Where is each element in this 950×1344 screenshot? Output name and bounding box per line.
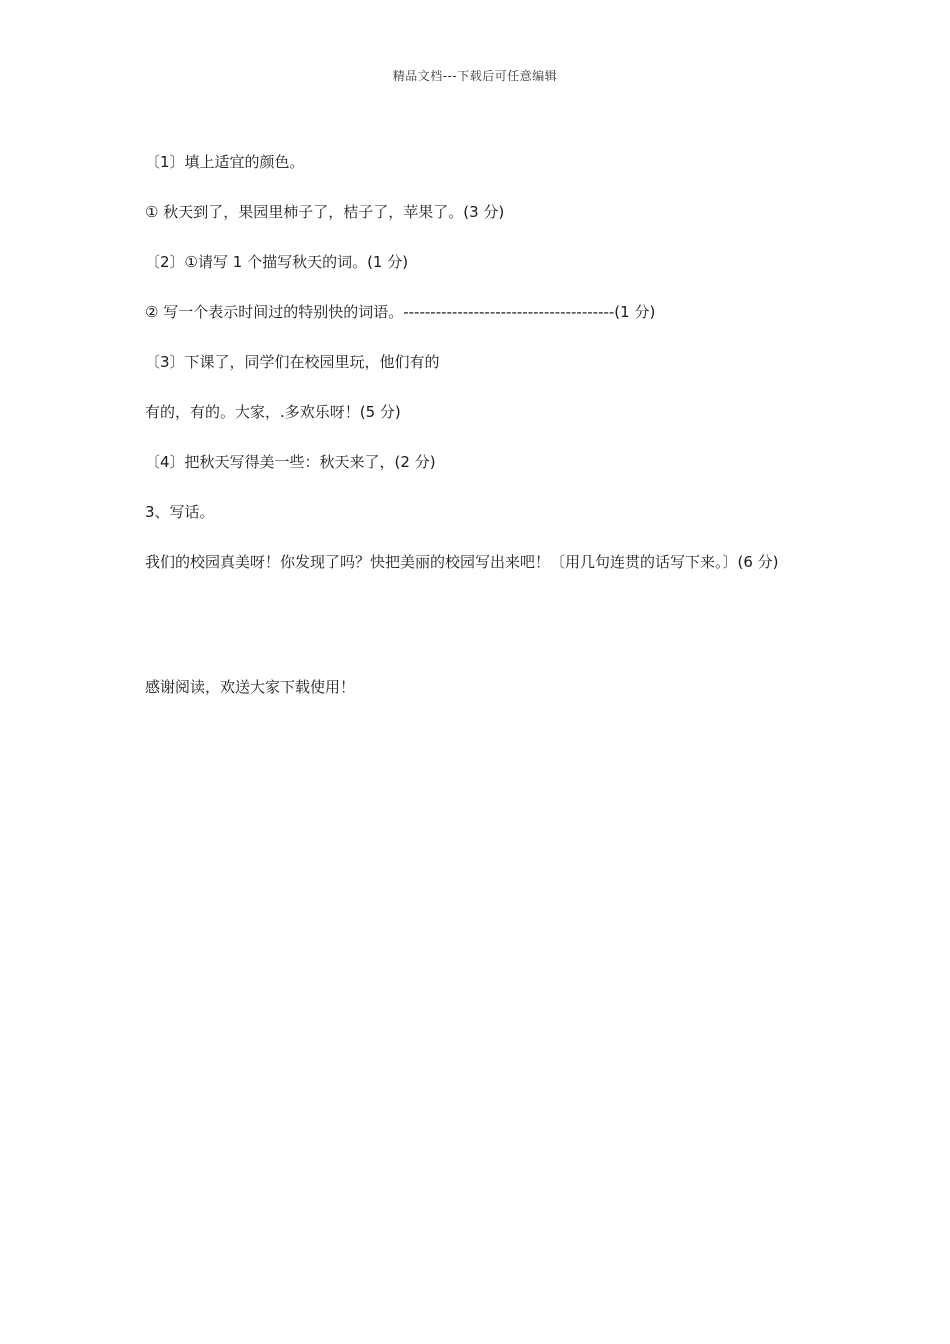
closing-text: 感谢阅读，欢送大家下载使用！	[145, 678, 356, 696]
question-2-item-2: ② 写一个表示时间过的特别快的词语。---------------------------------------(1 分)	[145, 303, 656, 321]
page-header: 精品文档---下载后可任意编辑	[392, 69, 558, 83]
writing-prompt: 我们的校园真美呀！你发现了吗？快把美丽的校园写出来吧！〔用几句连贯的话写下来。〕(6 分)	[145, 553, 779, 571]
question-1-instruction: 〔1〕填上适宜的颜色。	[145, 153, 305, 171]
section-3-heading: 3、写话。	[145, 503, 215, 521]
question-4: 〔4〕把秋天写得美一些：秋天来了，(2 分)	[145, 453, 436, 471]
question-3-line-2: 有的，有的。大家，.多欢乐呀！(5 分)	[145, 403, 401, 421]
question-1-item-1: ① 秋天到了，果园里柿子了，桔子了，苹果了。(3 分)	[145, 203, 505, 221]
question-2-item-1: 〔2〕①请写 1 个描写秋天的词。(1 分)	[145, 253, 409, 271]
question-3-line-1: 〔3〕下课了，同学们在校园里玩，他们有的	[145, 353, 440, 371]
